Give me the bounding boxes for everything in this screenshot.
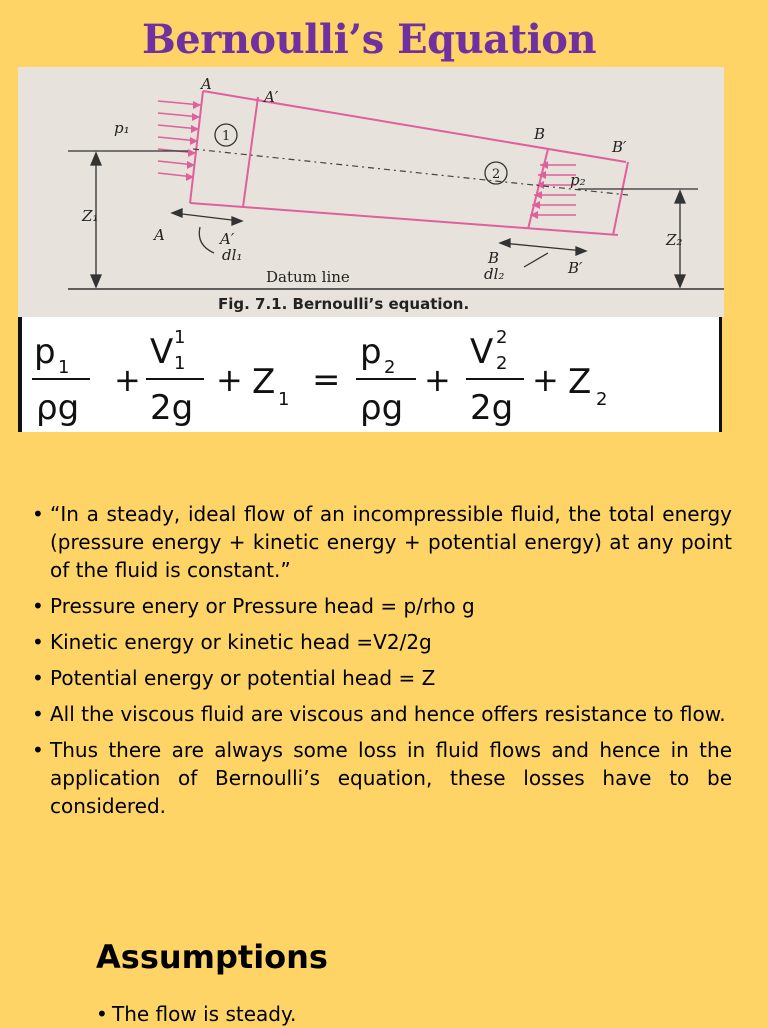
label-B-top: B [534, 125, 546, 143]
key-points-list [30, 500, 732, 828]
bullet: • [32, 738, 44, 762]
bullet: • [32, 702, 44, 726]
eq-z2: Z [568, 362, 592, 402]
eq-v2-sub: 2 [496, 353, 508, 374]
eq-p2: p [360, 332, 382, 372]
eq-z1-sub: 1 [278, 389, 290, 410]
center-line [193, 149, 628, 195]
eq-2g-1: 2g [150, 388, 194, 428]
list-item-text: Potential energy or potential head = Z [50, 666, 436, 690]
label-dl1: dl₁ [222, 246, 243, 264]
eq-rhog-1: ρg [36, 388, 80, 428]
eq-p2-sub: 2 [384, 357, 396, 378]
list-item [30, 664, 732, 692]
eq-v2-sup: 2 [496, 327, 508, 348]
pipe-outline [190, 91, 628, 235]
eq-plus-1: + [114, 361, 141, 399]
list-item-text: All the viscous fluid are viscous and hence offers resistance to flow. [50, 702, 726, 726]
bullet: • [32, 666, 44, 690]
label-z2: Z₂ [666, 231, 683, 249]
bernoulli-equation [18, 317, 722, 432]
list-item [30, 592, 732, 620]
eq-v1-sup: 1 [174, 327, 186, 348]
label-A-top: A [201, 75, 212, 93]
bullet: • [32, 502, 44, 526]
bernoulli-figure [18, 67, 724, 317]
list-item [30, 700, 732, 728]
eq-equals: = [312, 360, 341, 400]
eq-v1: V [150, 332, 174, 372]
eq-plus-2: + [216, 361, 243, 399]
list-item-text: Thus there are always some loss in fluid flows and hence in the application of Bernoulli’s equation, these losses have to be considered. [50, 738, 732, 818]
section-1-label: 1 [222, 129, 231, 144]
list-item-text: “In a steady, ideal flow of an incompressible fluid, the total energy (pressure energy + kinetic energy + potential energy) at any point of the fluid is constant.” [50, 502, 732, 582]
label-p1: p₁ [114, 119, 130, 137]
label-A-prime-top: A′ [264, 88, 279, 106]
section-2-label: 2 [492, 167, 501, 182]
label-B-prime-bottom: B′ [568, 259, 583, 277]
eq-p1: p [34, 332, 56, 372]
assumptions-heading: Assumptions [96, 938, 328, 976]
label-dl2: dl₂ [484, 265, 505, 283]
label-p2: p₂ [570, 171, 586, 189]
eq-2g-2: 2g [470, 388, 514, 428]
figure-caption: Fig. 7.1. Bernoulli’s equation. [218, 295, 470, 313]
eq-z1: Z [252, 362, 276, 402]
eq-rhog-2: ρg [360, 388, 404, 428]
label-B-prime-top: B′ [612, 138, 627, 156]
eq-p1-sub: 1 [58, 357, 70, 378]
bullet: • [32, 630, 44, 654]
eq-plus-3: + [424, 361, 451, 399]
label-A-prime-bottom: A′ [220, 230, 235, 248]
label-B-bottom: B [488, 249, 500, 267]
datum-line-label: Datum line [266, 268, 350, 286]
list-item [30, 736, 732, 820]
list-item [30, 500, 732, 584]
list-item-text: Kinetic energy or kinetic head =V2/2g [50, 630, 432, 654]
list-item-text: The flow is steady. [112, 1002, 297, 1026]
pressure-arrows-1 [158, 101, 201, 177]
eq-v1-sub: 1 [174, 353, 186, 374]
slide-title: Bernoulli’s Equation [142, 16, 597, 63]
label-A-bottom: A [154, 226, 165, 244]
eq-z2-sub: 2 [596, 389, 608, 410]
bullet: • [96, 1002, 108, 1026]
list-item [30, 628, 732, 656]
eq-plus-4: + [532, 361, 559, 399]
list-item-text: Pressure enery or Pressure head = p/rho g [50, 594, 475, 618]
bullet: • [32, 594, 44, 618]
label-z1: Z₁ [82, 207, 99, 225]
eq-v2: V [470, 332, 494, 372]
